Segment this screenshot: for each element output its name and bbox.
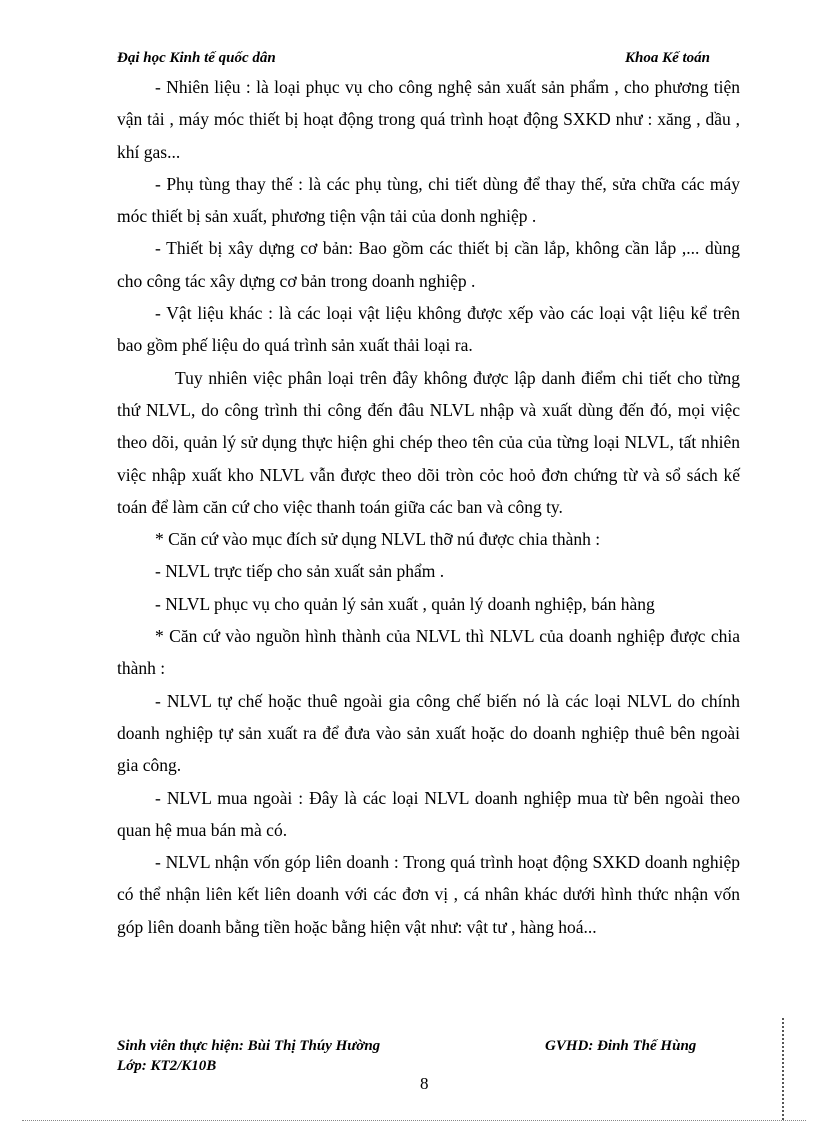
footer-class: Lớp: KT2/K10B	[117, 1058, 217, 1074]
document-body	[117, 71, 740, 943]
paragraph-purchased: - NLVL mua ngoài : Đây là các loại NLVL doanh nghiệp mua từ bên ngoài theo quan hệ mua bán mà có.	[117, 787, 740, 840]
paragraph-by-purpose: * Căn cứ vào mục đích sử dụng NLVL thỡ nú được chia thành :	[155, 529, 601, 550]
paragraph-joint-venture: - NLVL nhận vốn góp liên doanh : Trong quá trình hoạt động SXKD doanh nghiệp có thể nhận liên kết liên doanh với các đơn vị , cá nhân khác dưới hình thức nhận vốn góp liên doanh bằng tiền hoặc bằng hiện vật như: vật tư , hàng hoá...	[117, 852, 740, 937]
footer-advisor: GVHD: Đinh Thế Hùng	[545, 1038, 697, 1054]
paragraph-fuel: - Nhiên liệu : là loại phục vụ cho công nghệ sản xuất sản phẩm , cho phương tiện vận tải , máy móc thiết bị hoạt động trong quá trình hoạt động SXKD như : xăng , dầu , khí gas...	[117, 77, 740, 162]
page-corner-vertical-rule	[782, 1018, 784, 1120]
paragraph-spare-parts: - Phụ tùng thay thế : là các phụ tùng, chi tiết dùng để thay thế, sửa chữa các máy móc thiết bị sản xuất, phương tiện vận tải của donh nghiệp .	[117, 173, 740, 227]
page-number: 8	[420, 1074, 429, 1093]
paragraph-management: - NLVL phục vụ cho quản lý sản xuất , quản lý doanh nghiệp, bán hàng	[155, 593, 655, 614]
page-footer	[117, 1038, 710, 1078]
header-university: Đại học Kinh tế quốc dân	[117, 50, 276, 66]
paragraph-by-source: * Căn cứ vào nguồn hình thành của NLVL thì NLVL của doanh nghiệp được chia thành :	[117, 626, 740, 679]
paragraph-classification-note: Tuy nhiên việc phân loại trên đây không được lập danh điểm chi tiết cho từng thứ NLVL, do công trình thi công đến đâu NLVL nhập và xuất dùng đến đó, mọi việc theo dõi, quản lý sử dụng thực hiện ghi chép theo tên của của từng loại NLVL, tất nhiên việc nhập xuất kho NLVL vẫn được theo dõi tròn cỏc hoỏ đơn chứng từ và sổ sách kế toán để làm căn cứ cho việc thanh toán giữa các ban và công ty.	[117, 367, 740, 517]
paragraph-construction-equipment: - Thiết bị xây dựng cơ bản: Bao gồm các thiết bị cần lắp, không cần lắp ,... dùng cho công tác xây dựng cơ bản trong doanh nghiệp .	[117, 238, 740, 291]
paragraph-direct-production: - NLVL trực tiếp cho sản xuất sản phẩm .	[155, 561, 445, 582]
header-faculty: Khoa Kế toán	[624, 50, 710, 66]
paragraph-other-materials: - Vật liệu khác : là các loại vật liệu không được xếp vào các loại vật liệu kể trên bao gồm phế liệu do quá trình sản xuất thải loại ra.	[117, 303, 740, 356]
paragraph-self-made: - NLVL tự chế hoặc thuê ngoài gia công chế biến nó là các loại NLVL do chính doanh nghiệp tự sản xuất ra để đưa vào sản xuất hoặc do doanh nghiệp thuê bên ngoài gia công.	[117, 690, 740, 776]
footer-student: Sinh viên thực hiện: Bùi Thị Thúy Hường	[117, 1038, 381, 1054]
page-header	[117, 50, 710, 72]
page-bottom-rule	[22, 1120, 806, 1121]
